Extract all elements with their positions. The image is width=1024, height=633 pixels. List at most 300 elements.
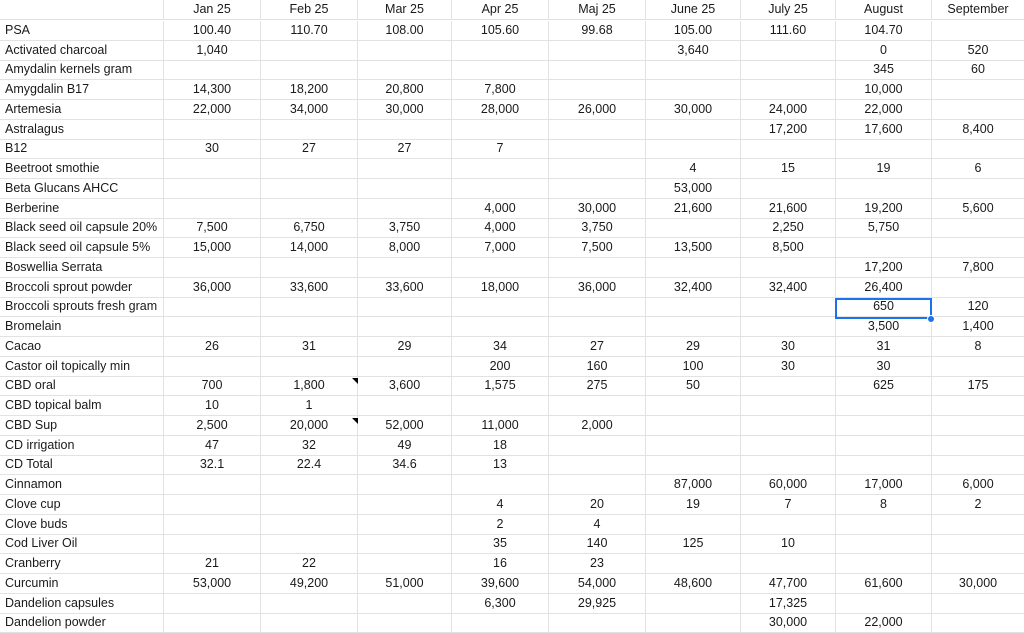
data-cell[interactable] [646,455,741,474]
header-cell-jun[interactable]: June 25 [646,0,741,19]
data-cell[interactable] [836,554,932,573]
data-cell[interactable]: 18 [452,436,549,455]
data-cell[interactable]: 30,000 [646,100,741,119]
data-cell[interactable]: 175 [967,378,989,392]
data-cell[interactable]: 7,500 [549,238,646,257]
data-cell[interactable] [261,60,358,79]
data-cell[interactable] [741,179,836,198]
data-cell[interactable] [261,475,358,494]
data-cell[interactable]: 27 [261,139,358,158]
row-label-cell[interactable]: Cacao [0,337,164,356]
data-cell[interactable]: 33,600 [261,278,358,297]
data-cell[interactable] [358,594,452,613]
row-label-cell[interactable]: Berberine [0,199,164,218]
data-cell[interactable]: 27 [358,139,452,158]
data-cell[interactable]: 60 [971,62,985,76]
data-cell[interactable]: 4 [549,515,646,534]
data-cell[interactable]: 4,000 [452,199,549,218]
data-cell[interactable]: 13 [452,455,549,474]
data-cell[interactable] [932,21,1024,40]
data-cell[interactable]: 22,000 [836,100,932,119]
data-cell[interactable]: 6 [974,161,982,175]
data-cell[interactable]: 26 [164,337,261,356]
data-cell[interactable] [358,515,452,534]
data-cell[interactable] [164,515,261,534]
fill-handle[interactable] [927,315,935,323]
data-cell[interactable]: 47 [164,436,261,455]
data-cell[interactable]: 31 [836,337,932,356]
data-cell[interactable]: 48,600 [646,574,741,593]
data-cell[interactable]: 3,750 [549,218,646,237]
data-cell[interactable]: 2,500 [164,416,261,435]
data-cell[interactable] [549,258,646,277]
data-cell[interactable]: 24,000 [741,100,836,119]
data-cell[interactable] [261,613,358,632]
data-cell[interactable]: 5,600 [962,201,994,215]
data-cell[interactable] [646,416,741,435]
row-label-cell[interactable]: Amydalin kernels gram [0,60,164,79]
data-cell[interactable] [646,139,741,158]
data-cell[interactable]: 4 [452,495,549,514]
data-cell[interactable] [932,436,1024,455]
header-cell-feb[interactable]: Feb 25 [261,0,358,19]
data-cell[interactable]: 22,000 [164,100,261,119]
data-cell[interactable]: 104.70 [836,21,932,40]
data-cell[interactable]: 5,750 [836,218,932,237]
data-cell[interactable]: 15 [741,159,836,178]
data-cell[interactable] [358,179,452,198]
data-cell[interactable]: 160 [549,357,646,376]
data-cell[interactable] [836,396,932,415]
header-cell-mar[interactable]: Mar 25 [358,0,452,19]
data-cell[interactable] [932,179,1024,198]
data-cell[interactable]: 35 [452,534,549,553]
data-cell[interactable]: 26,400 [836,278,932,297]
data-cell[interactable]: 60,000 [741,475,836,494]
data-cell[interactable] [646,554,741,573]
data-cell[interactable] [741,515,836,534]
data-cell[interactable]: 17,600 [836,120,932,139]
data-cell[interactable]: 7,000 [452,238,549,257]
data-cell[interactable]: 39,600 [452,574,549,593]
data-cell[interactable]: 61,600 [836,574,932,593]
data-cell[interactable]: 520 [967,43,989,57]
data-cell[interactable] [836,515,932,534]
data-cell[interactable]: 120 [967,299,989,313]
data-cell[interactable]: 650 [836,297,932,316]
data-cell[interactable] [164,317,261,336]
data-cell[interactable] [932,613,1024,632]
data-cell[interactable] [741,554,836,573]
data-cell[interactable] [261,179,358,198]
data-cell[interactable]: 275 [549,376,646,395]
data-cell[interactable] [549,80,646,99]
data-cell[interactable] [932,100,1024,119]
row-label-cell[interactable]: Activated charcoal [0,41,164,60]
data-cell[interactable] [646,297,741,316]
data-cell[interactable]: 29 [358,337,452,356]
data-cell[interactable]: 100.40 [164,21,261,40]
data-cell[interactable]: 17,325 [741,594,836,613]
row-label-cell[interactable]: Beetroot smothie [0,159,164,178]
data-cell[interactable] [646,218,741,237]
data-cell[interactable]: 10 [164,396,261,415]
data-cell[interactable]: 20 [549,495,646,514]
data-cell[interactable]: 110.70 [261,21,358,40]
data-cell[interactable]: 19,200 [836,199,932,218]
data-cell[interactable]: 105.00 [646,21,741,40]
data-cell[interactable]: 6,000 [962,477,994,491]
data-cell[interactable] [261,159,358,178]
data-cell[interactable] [836,238,932,257]
data-cell[interactable]: 100 [646,357,741,376]
data-cell[interactable]: 17,200 [741,120,836,139]
data-cell[interactable] [358,613,452,632]
data-cell[interactable] [358,554,452,573]
data-cell[interactable]: 700 [164,376,261,395]
data-cell[interactable]: 13,500 [646,238,741,257]
data-cell[interactable]: 1,575 [452,376,549,395]
data-cell[interactable]: 11,000 [452,416,549,435]
row-label-cell[interactable]: Beta Glucans AHCC [0,179,164,198]
data-cell[interactable]: 6,750 [261,218,358,237]
data-cell[interactable] [741,317,836,336]
data-cell[interactable]: 87,000 [646,475,741,494]
data-cell[interactable] [549,613,646,632]
row-label-cell[interactable]: CD irrigation [0,436,164,455]
data-cell[interactable] [549,455,646,474]
data-cell[interactable] [932,515,1024,534]
data-cell[interactable] [452,475,549,494]
data-cell[interactable] [358,159,452,178]
row-label-cell[interactable]: Curcumin [0,574,164,593]
data-cell[interactable]: 29 [646,337,741,356]
data-cell[interactable]: 2,250 [741,218,836,237]
data-cell[interactable]: 200 [452,357,549,376]
data-cell[interactable]: 14,300 [164,80,261,99]
header-cell-sep[interactable]: September [947,2,1009,16]
row-label-cell[interactable]: Clove cup [0,495,164,514]
data-cell[interactable] [164,258,261,277]
data-cell[interactable] [741,297,836,316]
header-cell-aug[interactable]: August [836,0,932,19]
data-cell[interactable]: 51,000 [358,574,452,593]
data-cell[interactable] [452,258,549,277]
data-cell[interactable] [164,120,261,139]
data-cell[interactable] [549,436,646,455]
data-cell[interactable]: 32,400 [741,278,836,297]
data-cell[interactable]: 125 [646,534,741,553]
data-cell[interactable] [932,80,1024,99]
data-cell[interactable] [549,60,646,79]
data-cell[interactable] [741,416,836,435]
data-cell[interactable]: 0 [836,41,932,60]
header-cell-jan[interactable]: Jan 25 [164,0,261,19]
data-cell[interactable]: 4 [646,159,741,178]
data-cell[interactable] [164,475,261,494]
row-label-cell[interactable]: Amygdalin B17 [0,80,164,99]
row-label-cell[interactable]: CD Total [0,455,164,474]
data-cell[interactable]: 3,600 [358,376,452,395]
data-cell[interactable]: 49 [358,436,452,455]
corner-cell[interactable] [0,0,164,19]
data-cell[interactable] [261,120,358,139]
data-cell[interactable] [741,60,836,79]
data-cell[interactable] [358,396,452,415]
data-cell[interactable] [646,120,741,139]
data-cell[interactable] [932,416,1024,435]
data-cell[interactable]: 6,300 [452,594,549,613]
data-cell[interactable]: 14,000 [261,238,358,257]
data-cell[interactable] [164,297,261,316]
data-cell[interactable] [836,416,932,435]
data-cell[interactable]: 36,000 [549,278,646,297]
data-cell[interactable]: 26,000 [549,100,646,119]
data-cell[interactable] [452,297,549,316]
data-cell[interactable]: 8,000 [358,238,452,257]
data-cell[interactable]: 22 [261,554,358,573]
data-cell[interactable] [452,159,549,178]
data-cell[interactable] [741,139,836,158]
data-cell[interactable]: 8,500 [741,238,836,257]
data-cell[interactable]: 21 [164,554,261,573]
row-label-cell[interactable]: CBD oral [0,376,164,395]
data-cell[interactable] [164,179,261,198]
data-cell[interactable]: 29,925 [549,594,646,613]
data-cell[interactable]: 17,200 [836,258,932,277]
data-cell[interactable] [932,139,1024,158]
data-cell[interactable]: 3,640 [646,41,741,60]
data-cell[interactable]: 18,200 [261,80,358,99]
row-label-cell[interactable]: Dandelion capsules [0,594,164,613]
row-label-cell[interactable]: B12 [0,139,164,158]
data-cell[interactable]: 17,000 [836,475,932,494]
data-cell[interactable] [549,396,646,415]
data-cell[interactable] [358,317,452,336]
row-label-cell[interactable]: Astralagus [0,120,164,139]
data-cell[interactable] [549,475,646,494]
data-cell[interactable] [164,613,261,632]
data-cell[interactable]: 34.6 [358,455,452,474]
row-label-cell[interactable]: Cranberry [0,554,164,573]
data-cell[interactable]: 34,000 [261,100,358,119]
data-cell[interactable] [932,238,1024,257]
data-cell[interactable]: 19 [646,495,741,514]
data-cell[interactable] [549,139,646,158]
row-label-cell[interactable]: CBD Sup [0,416,164,435]
row-label-cell[interactable]: Broccoli sprouts fresh gram [0,297,164,316]
data-cell[interactable] [741,455,836,474]
data-cell[interactable] [164,495,261,514]
data-cell[interactable]: 7 [741,495,836,514]
data-cell[interactable] [932,218,1024,237]
data-cell[interactable]: 1,040 [164,41,261,60]
data-cell[interactable] [646,515,741,534]
data-cell[interactable]: 36,000 [164,278,261,297]
header-cell-apr[interactable]: Apr 25 [452,0,549,19]
data-cell[interactable] [164,357,261,376]
data-cell[interactable] [932,357,1024,376]
data-cell[interactable] [741,258,836,277]
comment-indicator-icon[interactable] [352,418,358,424]
data-cell[interactable]: 625 [836,376,932,395]
data-cell[interactable] [261,495,358,514]
data-cell[interactable]: 30,000 [358,100,452,119]
data-cell[interactable]: 30 [836,357,932,376]
data-cell[interactable]: 140 [549,534,646,553]
data-cell[interactable] [452,317,549,336]
data-cell[interactable]: 53,000 [646,179,741,198]
data-cell[interactable] [646,436,741,455]
data-cell[interactable] [741,396,836,415]
data-cell[interactable]: 30 [741,357,836,376]
data-cell[interactable]: 34 [452,337,549,356]
row-label-cell[interactable]: Cinnamon [0,475,164,494]
data-cell[interactable] [358,41,452,60]
data-cell[interactable]: 21,600 [741,199,836,218]
data-cell[interactable] [164,594,261,613]
data-cell[interactable]: 21,600 [646,199,741,218]
data-cell[interactable] [549,297,646,316]
data-cell[interactable]: 2 [974,497,982,511]
data-cell[interactable] [358,534,452,553]
data-cell[interactable]: 20,000 [261,416,358,435]
data-cell[interactable]: 20,800 [358,80,452,99]
data-cell[interactable] [261,594,358,613]
data-cell[interactable]: 32,400 [646,278,741,297]
data-cell[interactable]: 16 [452,554,549,573]
data-cell[interactable]: 10,000 [836,80,932,99]
row-label-cell[interactable]: CBD topical balm [0,396,164,415]
data-cell[interactable] [836,455,932,474]
data-cell[interactable]: 8,400 [962,122,994,136]
data-cell[interactable]: 108.00 [358,21,452,40]
data-cell[interactable]: 30 [741,337,836,356]
data-cell[interactable] [646,317,741,336]
data-cell[interactable]: 2,000 [549,416,646,435]
data-cell[interactable] [452,396,549,415]
data-cell[interactable]: 32 [261,436,358,455]
data-cell[interactable] [646,258,741,277]
header-cell-jul[interactable]: July 25 [741,0,836,19]
row-label-cell[interactable]: Black seed oil capsule 5% [0,238,164,257]
data-cell[interactable]: 3,500 [836,317,932,336]
data-cell[interactable]: 22.4 [261,455,358,474]
comment-indicator-icon[interactable] [352,378,358,384]
data-cell[interactable] [261,297,358,316]
data-cell[interactable]: 18,000 [452,278,549,297]
data-cell[interactable] [261,534,358,553]
data-cell[interactable] [452,179,549,198]
data-cell[interactable]: 49,200 [261,574,358,593]
data-cell[interactable] [932,278,1024,297]
data-cell[interactable] [358,297,452,316]
data-cell[interactable]: 1 [261,396,358,415]
data-cell[interactable]: 4,000 [452,218,549,237]
data-cell[interactable]: 47,700 [741,574,836,593]
data-cell[interactable]: 7,800 [962,260,994,274]
data-cell[interactable]: 50 [646,376,741,395]
data-cell[interactable] [549,120,646,139]
data-cell[interactable] [164,199,261,218]
header-cell-maj[interactable]: Maj 25 [549,0,646,19]
row-label-cell[interactable]: Dandelion powder [0,613,164,632]
data-cell[interactable]: 7,800 [452,80,549,99]
data-cell[interactable]: 31 [261,337,358,356]
data-cell[interactable] [932,455,1024,474]
data-cell[interactable]: 30,000 [549,199,646,218]
data-cell[interactable] [358,495,452,514]
data-cell[interactable] [932,594,1024,613]
row-label-cell[interactable]: PSA [0,21,164,40]
data-cell[interactable] [358,120,452,139]
data-cell[interactable] [646,80,741,99]
data-cell[interactable]: 53,000 [164,574,261,593]
data-cell[interactable]: 30 [164,139,261,158]
row-label-cell[interactable]: Cod Liver Oil [0,534,164,553]
data-cell[interactable] [932,396,1024,415]
data-cell[interactable] [836,179,932,198]
data-cell[interactable]: 19 [836,159,932,178]
data-cell[interactable] [358,258,452,277]
data-cell[interactable] [261,515,358,534]
row-label-cell[interactable]: Bromelain [0,317,164,336]
data-cell[interactable] [646,594,741,613]
data-cell[interactable] [836,139,932,158]
data-cell[interactable] [836,594,932,613]
data-cell[interactable]: 32.1 [164,455,261,474]
data-cell[interactable] [358,357,452,376]
data-cell[interactable] [358,475,452,494]
data-cell[interactable]: 8 [974,339,982,353]
data-cell[interactable] [741,436,836,455]
row-label-cell[interactable]: Black seed oil capsule 20% [0,218,164,237]
data-cell[interactable] [932,554,1024,573]
data-cell[interactable]: 28,000 [452,100,549,119]
row-label-cell[interactable]: Castor oil topically min [0,357,164,376]
data-cell[interactable] [452,613,549,632]
data-cell[interactable]: 111.60 [741,21,836,40]
data-cell[interactable] [549,41,646,60]
data-cell[interactable] [741,41,836,60]
data-cell[interactable] [646,613,741,632]
data-cell[interactable]: 345 [836,60,932,79]
data-cell[interactable]: 33,600 [358,278,452,297]
data-cell[interactable]: 7,500 [164,218,261,237]
data-cell[interactable] [164,60,261,79]
data-cell[interactable] [549,159,646,178]
data-cell[interactable]: 15,000 [164,238,261,257]
data-cell[interactable] [164,159,261,178]
data-cell[interactable]: 27 [549,337,646,356]
data-cell[interactable] [452,120,549,139]
data-cell[interactable] [261,317,358,336]
data-cell[interactable] [261,258,358,277]
data-cell[interactable]: 23 [549,554,646,573]
data-cell[interactable] [261,41,358,60]
data-cell[interactable] [836,534,932,553]
row-label-cell[interactable]: Broccoli sprout powder [0,278,164,297]
data-cell[interactable]: 2 [452,515,549,534]
data-cell[interactable]: 1,800 [261,376,358,395]
data-cell[interactable]: 30,000 [741,613,836,632]
data-cell[interactable]: 8 [836,495,932,514]
data-cell[interactable]: 22,000 [836,613,932,632]
row-label-cell[interactable]: Boswellia Serrata [0,258,164,277]
data-cell[interactable] [452,41,549,60]
row-label-cell[interactable]: Artemesia [0,100,164,119]
data-cell[interactable] [932,534,1024,553]
